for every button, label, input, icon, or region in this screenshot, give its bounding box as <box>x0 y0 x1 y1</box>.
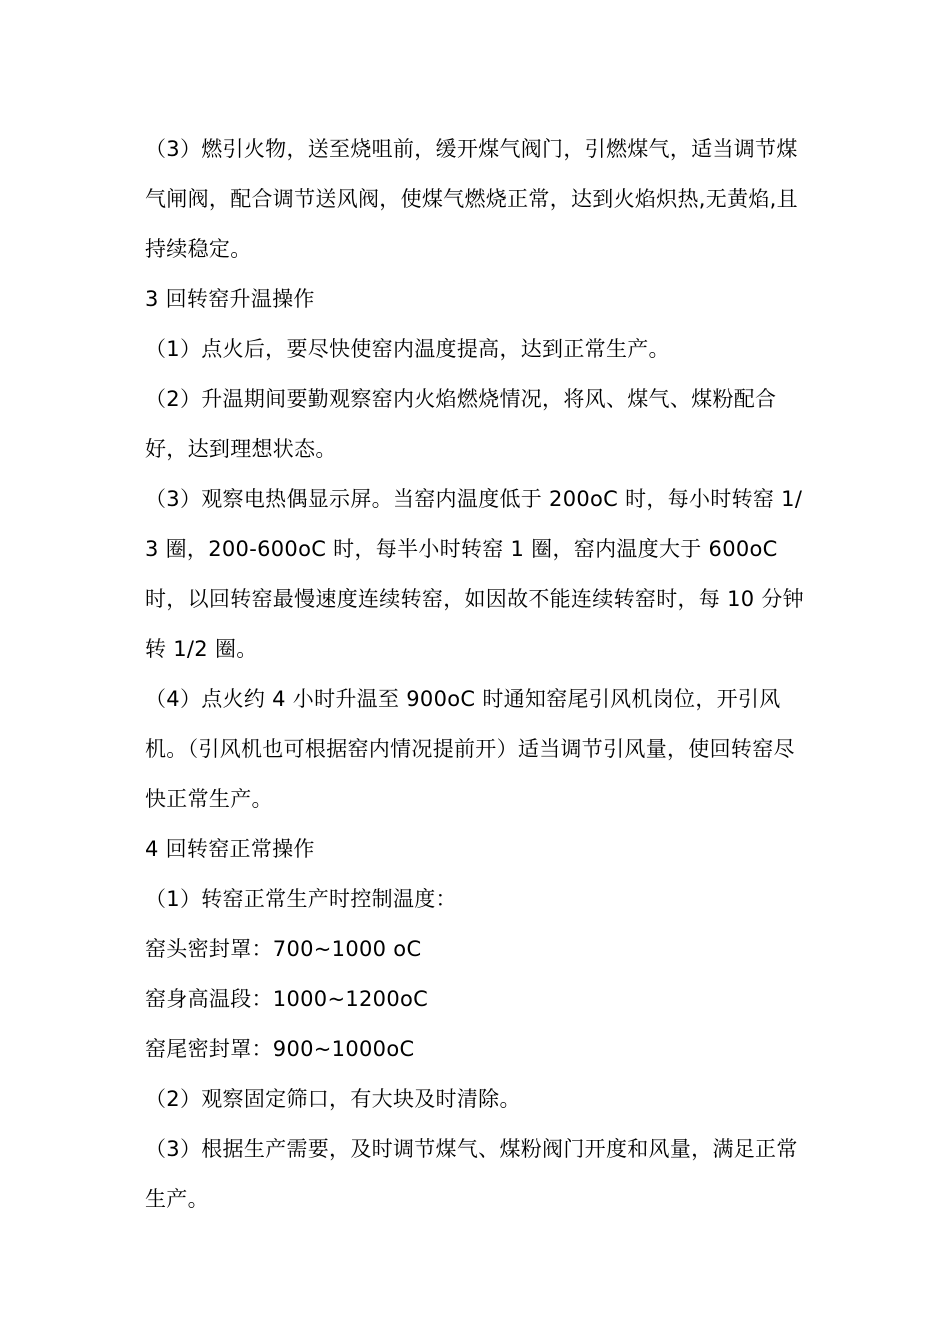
step-3-ignite-paragraph: （3）燃引火物，送至烧咀前，缓开煤气阀门，引燃煤气，适当调节煤气闸阀，配合调节送风阀，使煤气燃烧正常，达到火焰炽热,无黄焰,且持续稳定。 <box>145 137 798 261</box>
heat-step-4-paragraph: （4）点火约 4 小时升温至 900oC 时通知窑尾引风机岗位，开引风机。（引风机也可根据窑内情况提前开）适当调节引风量，使回转窑尽快正常生产。 <box>145 687 795 811</box>
heat-step-3-paragraph: （3）观察电热偶显示屏。当窑内温度低于 200oC 时，每小时转窑 1/3 圈，200-600oC 时，每半小时转窑 1 圈，窑内温度大于 600oC 时，以回转窑最慢速度连续转窑，如因故不能连续转窑时，每 10 分钟转 1/2 圈。 <box>145 487 804 661</box>
heat-step-2-paragraph: （2）升温期间要勤观察窑内火焰燃烧情况，将风、煤气、煤粉配合好，达到理想状态。 <box>145 387 777 461</box>
kiln-head-temp-line: 窑头密封罩：700~1000 oC <box>145 937 422 961</box>
kiln-tail-temp-line: 窑尾密封罩：900~1000oC <box>145 1037 415 1061</box>
normal-step-3-paragraph: （3）根据生产需要，及时调节煤气、煤粉阀门开度和风量，满足正常生产。 <box>145 1137 798 1211</box>
normal-step-2-paragraph: （2）观察固定筛口，有大块及时清除。 <box>145 1087 521 1111</box>
section-4-heading: 4 回转窑正常操作 <box>145 837 315 861</box>
section-3-heading: 3 回转窑升温操作 <box>145 287 315 311</box>
normal-step-1-paragraph: （1）转窑正常生产时控制温度： <box>145 887 457 911</box>
kiln-body-temp-line: 窑身高温段：1000~1200oC <box>145 987 429 1011</box>
document-body <box>145 124 810 1224</box>
heat-step-1-paragraph: （1）点火后，要尽快使窑内温度提高，达到正常生产。 <box>145 337 670 361</box>
